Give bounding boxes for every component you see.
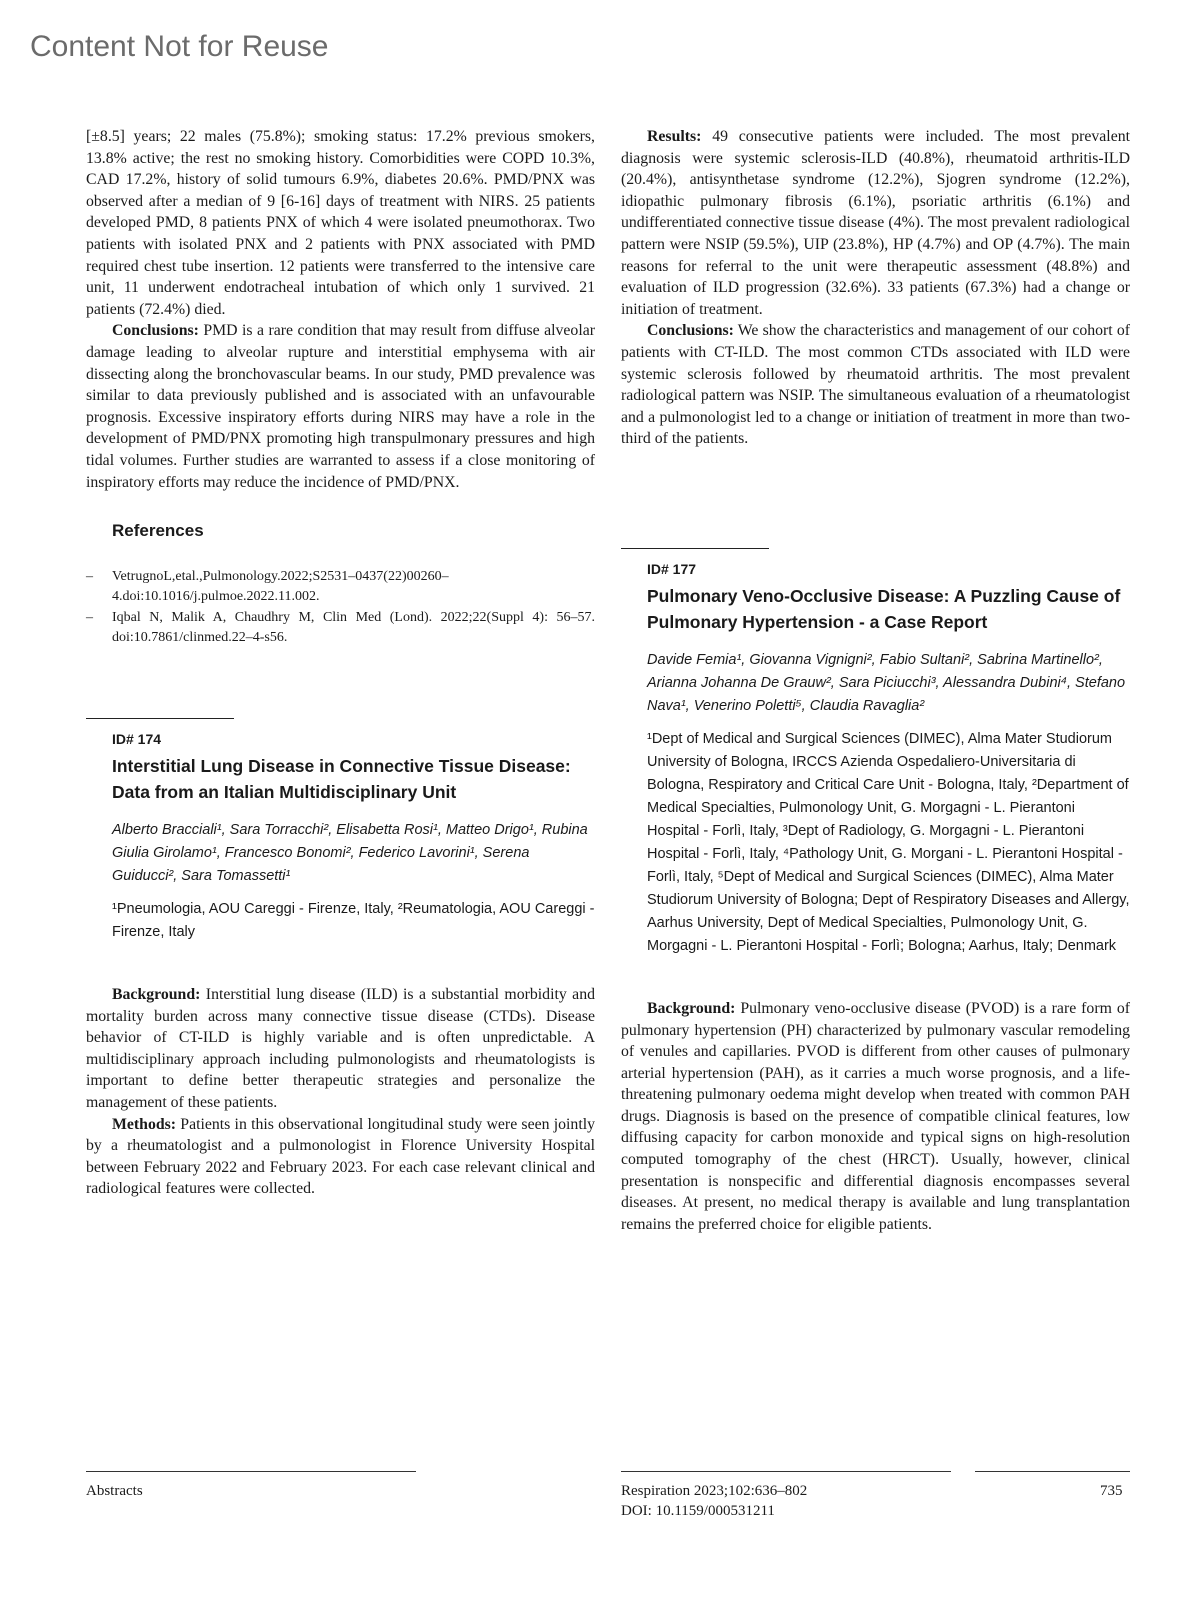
abstract-title: Interstitial Lung Disease in Connective Tissue Disease: Data from an Italian Multidisciplinary Unit — [112, 756, 571, 803]
abstract-affiliations: ¹Dept of Medical and Surgical Sciences (DIMEC), Alma Mater Studiorum University of Bologna, IRCCS Azienda Ospedaliero-Universitaria di Bologna, Respiratory and Critical Care Unit - Bologna, Italy, ²Department of Medical Specialties, Pulmonology Unit, G. Morgagni - L. Pierantoni Hospital - Forlì, Italy, ³Dept of Radiology, G. Morgagni - L. Pierantoni Hospital - Forlì, Italy, ⁴Pathology Unit, G. Morgani - L. Pierantoni Hospital - Forlì, Italy, ⁵Dept of Medical and Surgical Sciences (DIMEC), Alma Mater Studiorum University of Bologna; Dept of Respiratory Diseases and Allergy, Aarhus University, Dept of Medical Specialties, Pulmonology Unit, G. Morgagni - L. Pierantoni Hospital - Forlì; Bologna; Aarhus, Italy; Denmark — [647, 730, 1130, 954]
background-label: Background: — [112, 986, 201, 1004]
reference-item: – VetrugnoL,etal.,Pulmonology.2022;S2531–0437(22)00260–4.doi:10.1016/j.pulmoe.2022.11.002. — [86, 567, 595, 607]
previous-abstract-conclusions — [86, 320, 595, 493]
abstract-id: ID# 174 — [112, 731, 162, 748]
abstract-title: Pulmonary Veno-Occlusive Disease: A Puzzling Cause of Pulmonary Hypertension - a Case Report — [647, 585, 1121, 632]
references-heading: References — [112, 521, 204, 541]
conclusions-label: Conclusions: — [647, 322, 734, 340]
left-column — [86, 126, 595, 1200]
abstract-methods — [86, 1114, 595, 1200]
footer-rule — [975, 1471, 1130, 1472]
methods-text: Patients in this observational longitudinal study were seen jointly by a rheumatologist and a pulmonologist in Florence University Hospital between February 2022 and February 2023. For each case relevant clinical and radiological features were collected. — [86, 1115, 595, 1198]
abstract-results — [621, 126, 1130, 320]
abstract-authors: Davide Femia¹, Giovanna Vignigni², Fabio Sultani², Sabrina Martinello², Arianna Johanna De Grauw², Sara Piciucchi³, Alessandra Dubini⁴, Stefano Nava¹, Venerino Poletti⁵, Claudia Ravaglia² — [647, 651, 1126, 714]
abstract-authors: Alberto Bracciali¹, Sara Torracchi², Elisabetta Rosi¹, Matteo Drigo¹, Rubina Giulia Girolamo¹, Francesco Bonomi², Federico Lavorini¹, Serena Guiducci², Sara Tomassetti¹ — [112, 822, 588, 885]
background-label: Background: — [647, 999, 736, 1017]
abstract-background — [86, 984, 595, 1114]
conclusions-text: PMD is a rare condition that may result from diffuse alveolar damage leading to alveolar rupture and interstitial emphysema with air dissecting along the bronchovascular beams. In our study, PMD prevalence was similar to data previously published and is associated with an unfavourable prognosis. Excessive inspiratory efforts during NIRS may have a role in the development of PMD/PNX promoting high transpulmonary pressures and high tidal volumes. Further studies are warranted to assess if a close monitoring of inspiratory efforts may reduce the incidence of PMD/PNX. — [86, 322, 595, 491]
footer-page-number: 735 — [1100, 1483, 1123, 1499]
abstract-affiliations: ¹Pneumologia, AOU Careggi - Firenze, Italy, ²Reumatologia, AOU Careggi - Firenze, Italy — [112, 901, 595, 941]
conclusions-text: We show the characteristics and management of our cohort of patients with CT-ILD. The most common CTDs associated with ILD were systemic sclerosis followed by rheumatoid arthritis. The most prevalent radiological pattern was NSIP. The simultaneous evaluation of a rheumatologist and a pulmonologist led to a change or initiation of treatment in more than two-third of the patients. — [621, 322, 1130, 448]
abstract-background — [621, 998, 1130, 1236]
section-rule — [621, 548, 769, 549]
footer-rule — [86, 1471, 416, 1472]
footer-rule — [621, 1471, 951, 1472]
footer-section-label: Abstracts — [86, 1483, 143, 1499]
results-label: Results: — [647, 128, 702, 145]
background-text: Pulmonary veno-occlusive disease (PVOD) is a rare form of pulmonary hypertension (PH) characterized by pulmonary vascular remodeling of venules and capillaries. PVOD is different from other causes of pulmonary arterial hypertension (PAH), as it carries a much worse prognosis, and a life-threatening pulmonary oedema might develop when treated with common PAH drugs. Diagnosis is based on the presence of compatible clinical features, low diffusing capacity for carbon monoxide and typical signs on high-resolution computed tomography of the chest (HRCT). Usually, however, clinical presentation is nonspecific and differential diagnosis encompasses several diseases. At present, no medical therapy is available and lung transplantation remains the preferred choice for eligible patients. — [621, 999, 1130, 1233]
abstract-id: ID# 177 — [647, 560, 697, 577]
section-rule — [86, 718, 234, 719]
abstract-conclusions — [621, 320, 1130, 450]
footer-journal: Respiration 2023;102:636–802 — [621, 1483, 808, 1499]
previous-abstract-continuation: [±8.5] years; 22 males (75.8%); smoking status: 17.2% previous smokers, 13.8% active; the rest no smoking history. Comorbidities were COPD 10.3%, CAD 17.2%, history of solid tumours 6.9%, diabetes 20.6%. PMD/PNX was observed after a median of 9 [6-16] days of treatment with NIRS. 25 patients developed PMD, 8 patients PNX of which 4 were isolated pneumothorax. Two patients with isolated PNX and 2 patients with PNX associated with PMD required chest tube insertion. 12 patients were transferred to the intensive care unit, 11 underwent endotracheal intubation of which only 1 survived. 21 patients (72.4%) died. — [86, 128, 595, 318]
right-column — [621, 126, 1130, 1235]
methods-label: Methods: — [112, 1115, 177, 1133]
watermark: Content Not for Reuse — [30, 30, 329, 63]
results-text: 49 consecutive patients were included. The most prevalent diagnosis were systemic sclerosis-ILD (40.8%), rheumatoid arthritis-ILD (20.4%), antisynthetase syndrome (12.2%), Sjogren syndrome (12.2%), idiopathic pulmonary fibrosis (6.1%), psoriatic arthritis (6.1%) and undifferentiated connective tissue disease (4%). The most prevalent radiological pattern were NSIP (59.5%), UIP (23.8%), HP (4.7%) and OP (4.7%). The main reasons for referral to the unit were therapeutic assessment (48.8%) and evaluation of ILD progression (32.6%). 33 patients (67.3%) had a change or initiation of treatment. — [621, 128, 1130, 318]
background-text: Interstitial lung disease (ILD) is a substantial morbidity and mortality burden across many connective tissue disease (CTDs). Disease behavior of CT-ILD is highly variable and is often unpredictable. A multidisciplinary approach including pulmonologists and rheumatologists is important to define better therapeutic strategies and personalize the management of these patients. — [86, 986, 595, 1112]
conclusions-label: Conclusions: — [112, 322, 199, 340]
references-list — [86, 567, 595, 648]
footer-doi: DOI: 10.1159/000531211 — [621, 1503, 775, 1519]
reference-item: – Iqbal N, Malik A, Chaudhry M, Clin Med (Lond). 2022;22(Suppl 4): 56–57. doi:10.7861/clinmed.22–4-s56. — [86, 608, 595, 648]
